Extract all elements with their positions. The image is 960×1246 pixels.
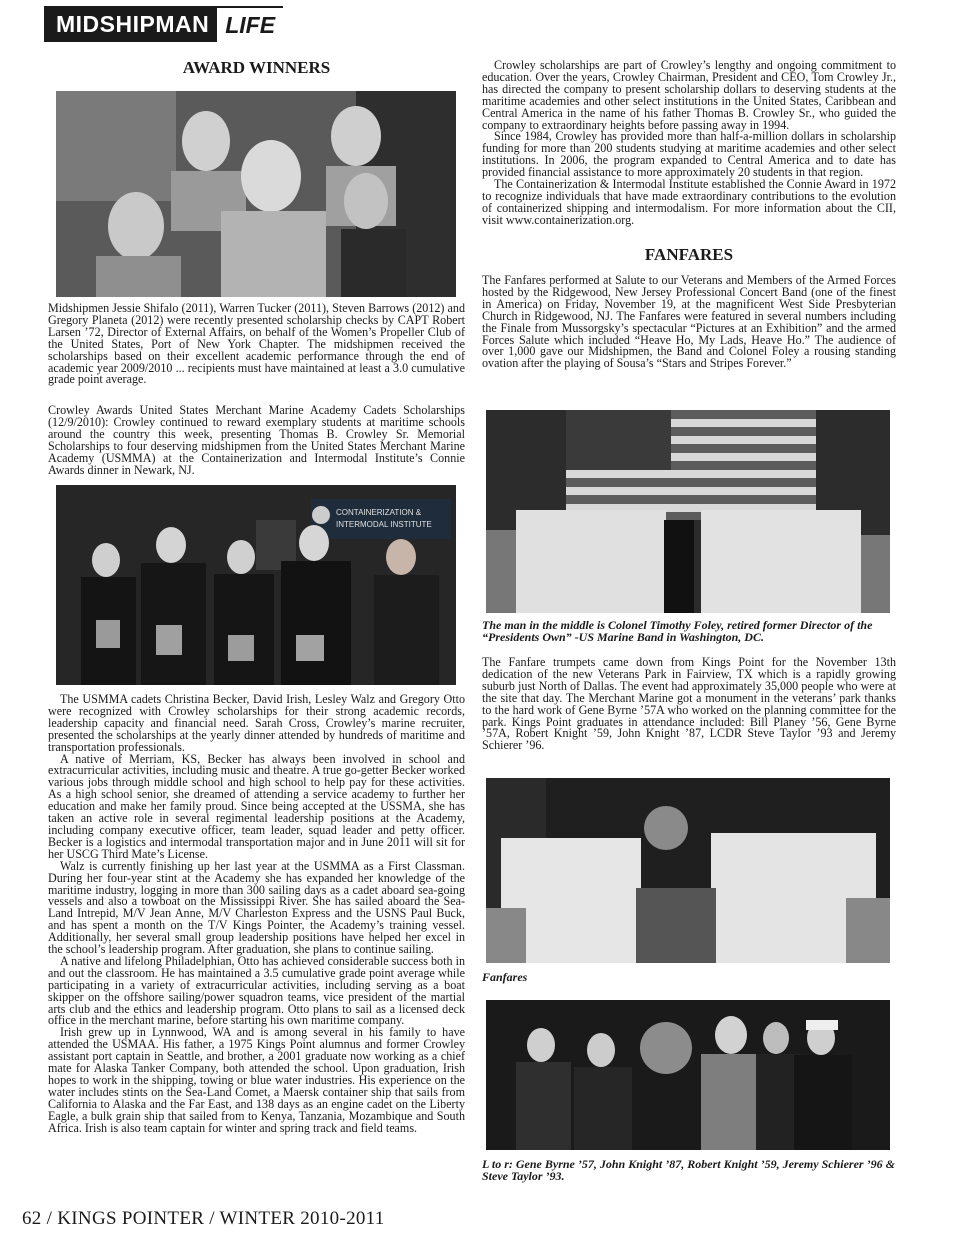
crowley-continued [482,60,896,227]
award-winners-heading: AWARD WINNERS [182,58,331,77]
crowley-story [48,694,465,1135]
crowley-intro: Crowley Awards United States Merchant Marine Academy Cadets Scholarships (12/9/2010): Crowley continued to reward exemplary students at maritime schools around the country this week, presenting Thomas B. Crowley Sr. Memorial Scholarships to four deserving midshipmen from the United States Merchant Marine Academy (USMMA) at the Containerization and Intermodal Institute’s Connie Awards dinner in Newark, NJ. [48,403,465,477]
graduates-photo [486,1000,890,1150]
banner-line2: INTERMODAL INSTITUTE [336,520,432,529]
award-winners-caption: Midshipmen Jessie Shifalo (2011), Warren Tucker (2011), Steven Barrows (2012) and Gregory Planeta (2012) were recently presented scholarship checks by CAPT Robert Larsen ’72, Director of External Affairs, on behalf of the Women’s Propeller Club of the United States, Port of New York Chapter. The midshipmen received the scholarships based on their excellent academic performance through the end of academic year 2009/2010 ... recipients must have maintained at least a 3.0 cumulative grade point average. [48,301,465,387]
story-para-3: Walz is currently finishing up her last year at the USMMA as a First Classman. During her four-year stint at the Academy she has expanded her knowledge of the maritime industry, logging in more than 300 sailing days as a cadet aboard sea-going vessels and also a towboat on the Mississippi River. She has sailed aboard the Sea-Land Intrepid, M/V Jean Anne, M/V Charleston Express and the USNS Paul Buck, and has spent a month on the T/V Kings Pointer, the Academy’s training vessel. Additionally, her several small group leadership positions have helped her excel in the school’s leadership program. After graduation, she plans to continue sailing. [48,858,465,957]
fanfares-heading: FANFARES [644,245,734,264]
fanfare-trumpets-text: The Fanfare trumpets came down from Kings Point for the November 13th dedication of the new Veterans Park in Fairview, TX which is a rapidly growing suburb just North of Dallas. The event had approximately 35,000 people who were at the site that day. The Merchant Marine got a monument in the veterans’ park thanks to the hard work of Gene Byrne ’57A who worked on the planning committee for the park. Kings Point graduates in attendance included: Bill Planey ’56, Gene Byrne ’57A, Robert Knight ’59, John Knight ’87, LCDR Steve Taylor ’93 and Jeremy Schierer ’96. [482,655,896,753]
crowley-cont-3: The Containerization & Intermodal Institute established the Connie Award in 1972 to recognize individuals that have made extraordinary contributions to the evolution of containerized shipping and intermodalism. For more information about the CII, visit www.containerization.org. [482,177,896,227]
fanfares-group-photo [486,778,890,963]
fanfares-flag-caption: The man in the middle is Colonel Timothy Foley, retired former Director of the “Presidents Own” -US Marine Band in Washington, DC. [482,618,873,644]
section-title: MIDSHIPMAN [44,6,217,42]
award-winners-photo [56,91,456,297]
section-subtitle: LIFE [217,6,283,42]
story-para-1: The USMMA cadets Christina Becker, David Irish, Lesley Walz and Gregory Otto were recognized with Crowley scholarships for their strong academic records, leadership capacity and financial need. Sarah Cross, Crowley’s marine recruiter, presented the scholarships at the yearly dinner attended by hundreds of maritime and transportation professionals. [48,692,465,754]
fanfares-intro: The Fanfares performed at Salute to our Veterans and Members of the Armed Forces hosted by the Ridgewood, New Jersey Professional Concert Band (one of the finest in America) on Friday, November 19, at the magnificent West Side Presbyterian Church in Ridgewood, NJ. The Fanfares were featured in several numbers including the Finale from Mussorgsky’s spectacular “Pictures at an Exhibition” and the armed Forces Salute which included “Heave Ho, My Lads, Heave Ho.” The audience of over 1,000 gave our Midshipmen, the Band and Colonel Foley a rousing standing ovation after the playing of Sousa’s “Stars and Stripes Forever.” [482,273,896,371]
story-para-5: Irish grew up in Lynnwood, WA and is among several in his family to have attended the USMAA. His father, a 1975 Kings Point alumnus and former Crowley assistant port captain in Seattle, and brother, a 2001 graduate now working as a chief mate for Alaska Tanker Company, both attended the school. Upon graduation, Irish hopes to work in the shipping, towing or blue water industries. His experience on the water includes stints on the Sea-Land Comet, a Maersk container ship that sails from California to Alaska and the Far East, and 138 days as an engine cadet on the Liberty Eagle, a bulk grain ship that sailed from to Kenya, Tanzania, Mozambique and South Africa. Irish is also team captain for winter and spring track and field teams. [48,1025,465,1135]
graduates-caption: L to r: Gene Byrne ’57, John Knight ’87, Robert Knight ’59, Jeremy Schierer ’96 & Steve Taylor ’93. [482,1157,895,1183]
story-para-4: A native and lifelong Philadelphian, Otto has achieved considerable success both in and out the classroom. He has maintained a 3.5 cumulative grade point average while participating in a variety of extracurricular activities, including serving as a boat skipper on the offshore sailing/power squadron teams, vice president of the martial arts club and the ethics and leadership program. Otto plans to sail as a licensed deck office in the merchant marine, before starting his own maritime company. [48,953,465,1028]
fanfares-flag-photo [486,410,890,613]
banner-line1: CONTAINERIZATION & [336,508,422,517]
crowley-cont-2: Since 1984, Crowley has provided more than half-a-million dollars in scholarship funding for more than 200 students studying at maritime academies and other select institutions. In 2006, the program expanded to Central America and to date has provided financial assistance to more approximately 20 students in that region. [482,129,896,180]
crowley-awards-photo [56,485,456,685]
fanfares-group-caption: Fanfares [482,970,528,984]
page-footer: 62 / KINGS POINTER / WINTER 2010-2011 [22,1208,385,1229]
section-header [44,6,283,42]
crowley-cont-1: Crowley scholarships are part of Crowley’s lengthy and ongoing commitment to education. Over the years, Crowley Chairman, President and CEO, Tom Crowley Jr., has directed the company to present scholarship dollars to deserving students at the maritime academies and other select institutions in the United States, Caribbean and Central America in the name of his father Thomas B. Crowley Sr., who guided the company to extraordinary heights before passing away in 1994. [482,58,896,132]
story-para-2: A native of Merriam, KS, Becker has always been involved in school and extracurricular activities, including music and theatre. A true go-getter Becker worked various jobs through middle school and high school to help pay for these activities. As a high school senior, she dreamed of attending a service academy to further her education and make her family proud. Since being accepted at the USSMA, she has taken an active role in several regimental leadership positions at the Academy, including company executive officer, team leader, squad leader and petty officer. Becker is a logistics and intermodal transportation major and in June 2011 will sit for her USCG Third Mate’s License. [48,751,465,861]
